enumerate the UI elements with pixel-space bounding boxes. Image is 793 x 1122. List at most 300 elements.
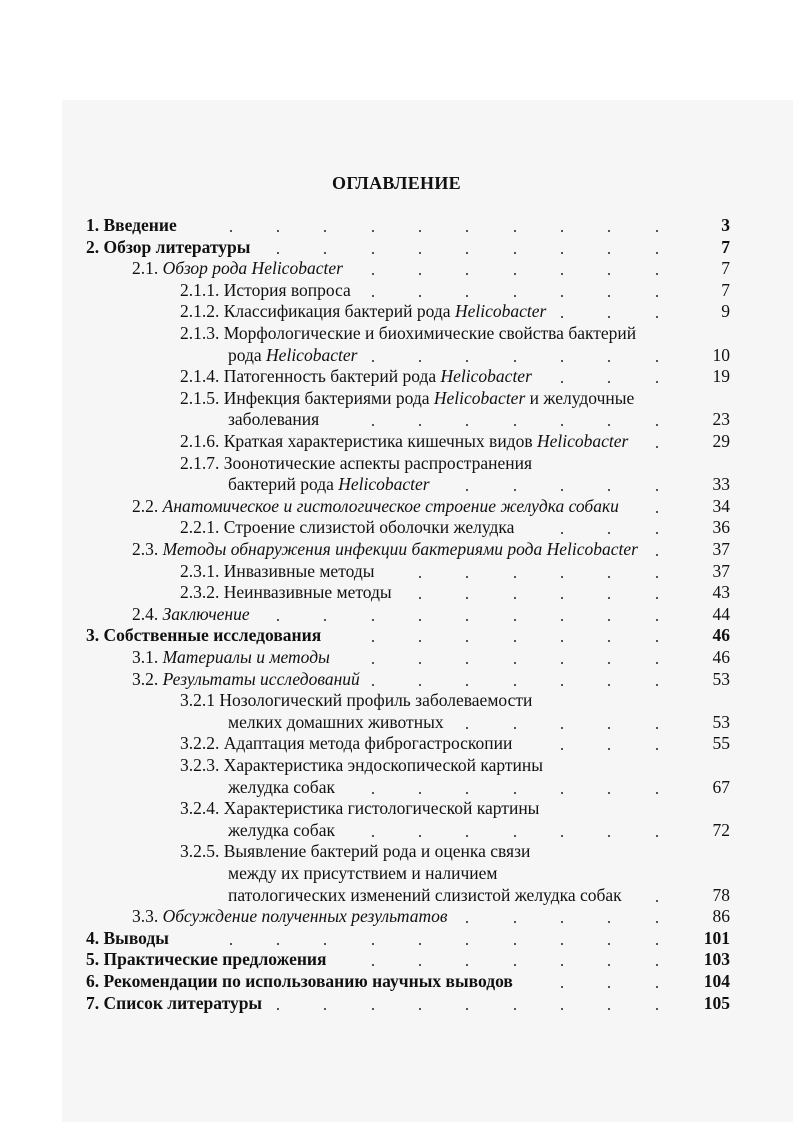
toc-entry-text: Обзор рода Helicobacter [162,258,343,279]
leader-dot [656,640,658,642]
leader-dot [561,619,563,621]
leader-dot [466,684,468,686]
leader-dot [419,360,421,362]
leader-dot [608,576,610,578]
toc-entry-number: 2.1. [132,258,159,279]
toc-entry-text: Адаптация метода фиброгастроскопии [223,733,513,754]
leader-dot [277,252,279,254]
leader-dot [561,597,563,599]
toc-entry-number: 5. [86,949,100,970]
leader-dot [561,921,563,923]
leader-dot [608,252,610,254]
toc-entry-text: Helicobacter [440,366,532,387]
leader-dot [608,921,610,923]
toc-entry [180,798,539,819]
leader-dot [514,662,516,664]
leader-dot [372,792,374,794]
leader-dot [656,252,658,254]
leader-dot [656,381,658,383]
toc-page-number: 46 [712,647,730,667]
leader-dot [372,252,374,254]
leader-dot [608,230,610,232]
toc-page-number: 7 [721,258,730,279]
leader-dot [656,748,658,750]
leader-dot [608,986,610,988]
leader-dot [466,619,468,621]
toc-page-number: 53 [712,711,730,732]
toc-entry [180,690,532,711]
leader-dot [514,489,516,491]
leader-dot [656,662,658,664]
toc-entry-text: желудка собак [228,819,335,840]
toc-entry [86,949,326,970]
leader-dot [656,230,658,232]
leader-dot [514,727,516,729]
toc-entry-text: Собственные исследования [103,625,322,646]
toc-page-number: 37 [712,539,730,559]
toc-page-number: 53 [712,668,730,689]
toc-entry-text: Неинвазивные методы [223,582,392,603]
leader-dot [372,230,374,232]
toc-entry-text: рода [228,344,267,365]
toc-entry-text: Выявление бактерий рода и оценка связи [223,841,531,862]
leader-dot [608,748,610,750]
leader-dot [656,684,658,686]
leader-dot [277,619,279,621]
toc-page-number: 78 [712,884,730,905]
leader-dot [466,792,468,794]
toc-page-number: 101 [703,927,730,948]
toc-entry-number: 2.1.1. [180,279,220,300]
leader-dot [608,295,610,297]
toc-entry [228,474,430,495]
leader-dot [561,640,563,642]
toc-entry-number: 2.1.6. [180,431,220,451]
leader-dot [656,921,658,923]
leader-dot [372,295,374,297]
toc-entry-text: Характеристика гистологической картины [223,798,540,819]
leader-dot [656,446,658,448]
leader-dot [466,964,468,966]
toc-page-number: 23 [712,409,730,430]
leader-dot [372,619,374,621]
toc-entry [132,669,360,690]
leader-dot [561,684,563,686]
toc-page-number: 55 [712,733,730,754]
leader-dot [230,943,232,945]
toc-entry-text: Характеристика эндоскопической картины [223,755,543,775]
leader-dot [561,792,563,794]
leader-dot [324,1008,326,1010]
toc-entry [86,215,177,236]
leader-dot [466,640,468,642]
toc-entry-number: 3. [86,625,100,646]
leader-dot [514,640,516,642]
toc-entry [86,993,262,1014]
toc-entry-text: Патогенность бактерий рода [223,366,441,387]
toc-page-number: 37 [712,560,730,581]
toc-entry-text: Helicobacter [433,387,526,408]
toc-entry-text: и желудочные [525,387,635,408]
toc-entry [180,301,546,322]
toc-entry-text: Материалы и методы [162,647,330,667]
toc-entry-text: Helicobacter [338,474,430,495]
leader-dot [324,230,326,232]
leader-dot [419,597,421,599]
leader-dot [561,381,563,383]
toc-entry-text: Строение слизистой оболочки желудка [223,517,515,538]
leader-dot [324,252,326,254]
toc-entry [86,237,250,258]
leader-dot [514,295,516,297]
toc-entry-number: 2.1.7. [180,452,220,473]
leader-dot [372,424,374,426]
leader-dot [608,662,610,664]
leader-dot [608,619,610,621]
leader-dot [608,597,610,599]
toc-entry-number: 2.1.2. [180,301,220,322]
leader-dot [561,360,563,362]
toc-entry-text: Методы обнаружения инфекции бактериями рода Helicobacter [162,539,638,559]
leader-dot [514,230,516,232]
toc-entry-number: 2.4. [132,603,159,624]
leader-dot [466,252,468,254]
leader-dot [656,835,658,837]
toc-entry-text: Краткая характеристика кишечных видов [223,431,537,451]
toc-entry-text: Нозологический профиль заболеваемости [219,690,533,711]
leader-dot [656,489,658,491]
toc-entry-text: Инфекция бактериями рода [223,387,434,408]
leader-dot [608,532,610,534]
leader-dot [466,295,468,297]
toc-entry [180,388,634,409]
toc-entry-number: 2.2.1. [180,517,220,538]
leader-dot [419,943,421,945]
toc-page-number: 72 [712,819,730,840]
leader-dot [466,835,468,837]
toc-entry [86,971,513,992]
toc-page-number: 29 [712,431,730,451]
leader-dot [608,424,610,426]
toc-entry-text: желудка собак [228,776,335,797]
toc-entry-number: 4. [86,927,100,948]
leader-dot [466,489,468,491]
leader-dot [372,964,374,966]
toc-entry [180,366,532,387]
leader-dot [514,619,516,621]
toc-page-number: 10 [712,344,730,365]
toc-page-number: 34 [712,495,730,516]
leader-dot [656,900,658,902]
leader-dot [514,252,516,254]
toc-entry [86,928,169,949]
toc-entry [228,820,335,841]
leader-dot [466,943,468,945]
toc-entry [180,841,530,862]
toc-page-number: 104 [703,971,730,991]
leader-dot [561,748,563,750]
leader-dot [419,662,421,664]
leader-dot [561,316,563,318]
toc-entry-number: 1. [86,215,100,235]
leader-dot [656,986,658,988]
toc-entry-number: 2.3. [132,539,159,559]
toc-entry-number: 2.1.3. [180,323,220,343]
leader-dot [561,273,563,275]
toc-entry-text: История вопроса [223,279,351,300]
toc-entry-number: 3.3. [132,906,159,927]
toc-entry [228,777,335,798]
toc-entry-text: Результаты исследований [162,668,360,689]
toc-entry [132,604,250,625]
toc-page-number: 46 [712,625,730,646]
toc-page-number: 7 [721,279,730,300]
leader-dot [277,1008,279,1010]
page-title: ОГЛАВЛЕНИЕ [332,173,461,193]
leader-dot [466,230,468,232]
toc-entry [132,647,330,668]
leader-dot [419,424,421,426]
leader-dot [372,1008,374,1010]
toc-page-number: 33 [712,474,730,495]
toc-entry-text: Практические предложения [103,949,327,970]
toc-page-number: 3 [721,215,730,235]
leader-dot [656,576,658,578]
leader-dot [419,835,421,837]
leader-dot [608,835,610,837]
leader-dot [419,792,421,794]
leader-dot [514,273,516,275]
leader-dot [608,964,610,966]
leader-dot [608,640,610,642]
leader-dot [608,1008,610,1010]
toc-entry [228,409,319,430]
toc-entry-number: 3.2.3. [180,755,220,775]
leader-dot [277,943,279,945]
leader-dot [656,273,658,275]
leader-dot [466,273,468,275]
toc-entry-text: Обсуждение полученных результатов [162,906,448,927]
leader-dot [608,727,610,729]
toc-page-number: 36 [712,517,730,538]
toc-entry [132,539,638,560]
leader-dot [656,792,658,794]
toc-page-number: 19 [712,366,730,387]
toc-entry-text: патологических изменений слизистой желудка собак [228,884,622,905]
leader-dot [277,230,279,232]
leader-dot [466,424,468,426]
leader-dot [514,964,516,966]
leader-dot [514,360,516,362]
toc-entry [228,885,622,906]
toc-entry-text: Введение [103,215,177,235]
toc-entry-text: Классификация бактерий рода [223,301,455,322]
leader-dot [561,727,563,729]
leader-dot [372,943,374,945]
toc-entry-text: Морфологические и биохимические свойства бактерий [223,323,637,343]
toc-entry-text: мелких домашних животных [228,711,444,732]
leader-dot [466,921,468,923]
leader-dot [419,1008,421,1010]
leader-dot [466,727,468,729]
toc-entry-number: 3.2.4. [180,798,220,819]
toc-entry-number: 7. [86,992,100,1013]
toc-entry-number: 3.2.2. [180,733,220,754]
toc-entry [86,625,321,646]
leader-dot [561,295,563,297]
toc-entry [180,453,532,474]
toc-entry-text: Helicobacter [536,431,629,451]
toc-page-number: 103 [703,949,730,970]
leader-dot [561,230,563,232]
toc-entry [228,345,357,366]
toc-entry-number: 2.1.5. [180,387,220,408]
leader-dot [230,230,232,232]
toc-entry [132,496,619,517]
toc-page-number: 44 [712,603,730,624]
leader-dot [561,252,563,254]
toc-entry [180,323,636,344]
toc-entry-text: Инвазивные методы [223,560,375,581]
leader-dot [419,684,421,686]
leader-dot [466,597,468,599]
toc-entry-text: бактерий рода [228,474,339,495]
leader-dot [514,684,516,686]
leader-dot [419,619,421,621]
toc-entry-number: 3.2.5. [180,841,220,862]
leader-dot [656,316,658,318]
leader-dot [656,295,658,297]
leader-dot [656,511,658,513]
leader-dot [466,360,468,362]
leader-dot [561,489,563,491]
leader-dot [324,619,326,621]
leader-dot [608,489,610,491]
leader-dot [656,424,658,426]
leader-dot [419,252,421,254]
toc-entry-text: Рекомендации по использованию научных выводов [103,971,513,991]
leader-dot [514,835,516,837]
toc-page-number: 86 [712,906,730,927]
toc-entry [180,517,514,538]
toc-entry [228,712,444,733]
leader-dot [608,273,610,275]
leader-dot [372,662,374,664]
toc-entry-number: 2.1.4. [180,366,220,387]
leader-dot [561,986,563,988]
leader-dot [514,921,516,923]
leader-dot [608,316,610,318]
toc-entry-text: заболевания [228,409,320,430]
leader-dot [372,640,374,642]
leader-dot [561,532,563,534]
toc-entry [228,863,497,884]
leader-dot [419,295,421,297]
leader-dot [372,684,374,686]
toc-entry-text: Зоонотические аспекты распространения [223,452,533,473]
leader-dot [514,1008,516,1010]
toc-page-number: 43 [712,582,730,603]
toc-entry-text: Заключение [162,603,250,624]
toc-entry-number: 2.3.1. [180,560,220,581]
toc-entry-text: Helicobacter [454,301,547,322]
toc-entry [132,906,447,927]
leader-dot [561,1008,563,1010]
leader-dot [324,943,326,945]
leader-dot [561,943,563,945]
leader-dot [656,532,658,534]
leader-dot [514,576,516,578]
toc-entry [180,280,351,301]
leader-dot [419,964,421,966]
leader-dot [656,943,658,945]
toc-entry-number: 2. [86,236,100,257]
toc-page-number: 105 [703,992,730,1013]
toc-entry-text: Анатомическое и гистологическое строение желудка собаки [162,495,619,516]
toc-entry-number: 3.2.1 [180,690,215,711]
leader-dot [656,727,658,729]
leader-dot [608,381,610,383]
toc-page-number: 9 [721,301,730,322]
leader-dot [561,576,563,578]
toc-entry-text: между их присутствием и наличием [228,863,498,883]
leader-dot [372,360,374,362]
toc-entry-text: Helicobacter [266,344,358,365]
leader-dot [561,662,563,664]
toc-entry-text: Выводы [103,927,169,948]
leader-dot [561,835,563,837]
toc-page-number: 67 [712,776,730,797]
leader-dot [608,943,610,945]
leader-dot [608,684,610,686]
toc-entry-number: 6. [86,971,100,991]
leader-dot [608,360,610,362]
leader-dot [466,662,468,664]
leader-dot [656,619,658,621]
leader-dot [419,576,421,578]
toc-entry [180,561,375,582]
toc-entry-number: 3.1. [132,647,159,667]
leader-dot [656,597,658,599]
toc-entry [180,733,512,754]
leader-dot [656,964,658,966]
toc-entry-text: Обзор литературы [103,236,251,257]
leader-dot [419,640,421,642]
leader-dot [656,360,658,362]
leader-dot [419,230,421,232]
leader-dot [466,1008,468,1010]
leader-dot [514,424,516,426]
toc-entry [180,431,628,452]
toc-entry [180,582,392,603]
toc-entry-text: Список литературы [103,992,263,1013]
leader-dot [514,943,516,945]
toc-entry-number: 3.2. [132,668,159,689]
toc-entry-number: 2.3.2. [180,582,220,603]
toc-page-number: 7 [721,236,730,257]
leader-dot [656,554,658,556]
leader-dot [419,273,421,275]
leader-dot [514,792,516,794]
leader-dot [561,424,563,426]
toc-entry [180,755,543,776]
toc-entry-number: 2.2. [132,495,159,516]
leader-dot [656,1008,658,1010]
leader-dot [466,576,468,578]
toc-entry [132,258,343,279]
leader-dot [372,835,374,837]
leader-dot [372,273,374,275]
